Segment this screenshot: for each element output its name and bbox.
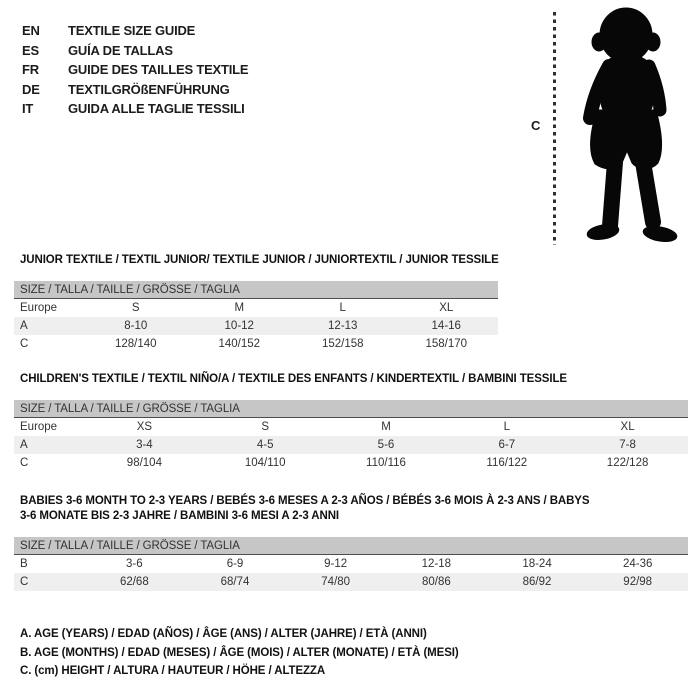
size-cell: 158/170 (425, 338, 468, 350)
size-cell: 116/122 (486, 457, 528, 469)
size-cell: 6-9 (226, 558, 244, 570)
legend-note: C. (cm) HEIGHT / ALTURA / HAUTEUR / HÖHE / ALTEZZA (20, 665, 326, 678)
table-rows (14, 555, 688, 591)
size-cell: S (261, 421, 270, 433)
language-label: GUÍA DE TALLAS (68, 42, 173, 58)
language-row (22, 80, 248, 100)
size-cell: XL (620, 421, 635, 433)
size-figure (520, 0, 700, 250)
row-label: C (20, 457, 29, 469)
size-cell: 128/140 (114, 338, 157, 350)
row-label: A (20, 320, 28, 332)
language-label: GUIDA ALLE TAGLIE TESSILI (68, 101, 245, 117)
size-cell: 68/74 (220, 576, 250, 588)
size-cell: 12-13 (328, 320, 358, 332)
row-label: A (20, 439, 28, 451)
legend-note: B. AGE (MONTHS) / EDAD (MESES) / ÂGE (MOIS) / ALTER (MONATE) / ETÀ (MESI) (20, 646, 459, 659)
size-cell: 3-6 (126, 558, 143, 570)
row-label: B (20, 558, 28, 570)
size-cell: 4-5 (256, 439, 274, 451)
row-label: Europe (20, 302, 58, 314)
table-row (14, 299, 498, 317)
size-cell: 74/80 (321, 576, 351, 588)
size-cell: L (339, 302, 346, 314)
size-cell: 3-4 (136, 439, 153, 451)
size-table (14, 400, 688, 472)
language-code: EN (22, 23, 40, 38)
language-code: IT (22, 101, 34, 117)
size-cell: 80/86 (421, 576, 451, 588)
size-cell: 140/152 (218, 338, 261, 350)
size-cell: 86/92 (522, 576, 552, 588)
size-cell: 122/128 (606, 457, 649, 469)
size-cell: 6-7 (498, 439, 516, 451)
size-cell: S (131, 302, 140, 314)
size-cell: 104/110 (244, 457, 286, 469)
row-label: C (20, 338, 29, 350)
table-title: CHILDREN'S TEXTILE / TEXTIL NIÑO/A / TEXTILE DES ENFANTS / KINDERTEXTIL / BAMBINI TESSILE (20, 373, 567, 385)
table-row (14, 573, 688, 591)
size-cell: 92/98 (623, 576, 653, 588)
table-row (14, 436, 688, 454)
size-cell: 18-24 (522, 558, 552, 570)
legend-note: A. AGE (YEARS) / EDAD (AÑOS) / ÂGE (ANS) / ALTER (JAHRE) / ETÀ (ANNI) (20, 628, 427, 640)
size-table-section (14, 494, 690, 591)
table-row (14, 418, 688, 436)
table-rows (14, 299, 498, 353)
toddler-silhouette-icon (563, 6, 699, 244)
size-cell: 5-6 (377, 439, 395, 451)
size-cell: 62/68 (119, 576, 149, 588)
language-code: ES (22, 42, 39, 58)
table-title: BABIES 3-6 MONTH TO 2-3 YEARS / BEBÉS 3-6 MESES A 2-3 AÑOS / BÉBÉS 3-6 MOIS À 2-3 ANS / BABYS 3-6 MONATE BIS 2-3 JAHRE / BAMBINI 3-6 MESI A 2-3 ANNI (20, 495, 590, 522)
size-cell: 9-12 (324, 558, 348, 570)
language-row (22, 60, 248, 80)
size-cell: 10-12 (224, 320, 254, 332)
row-label: C (20, 576, 29, 588)
size-cell: 8-10 (124, 320, 148, 332)
size-cell: 98/104 (126, 457, 162, 469)
size-cell: 14-16 (431, 320, 461, 332)
size-cell: 7-8 (619, 439, 636, 451)
size-cell: XL (439, 302, 454, 314)
table-title: JUNIOR TEXTILE / TEXTIL JUNIOR/ TEXTILE JUNIOR / JUNIORTEXTIL / JUNIOR TESSILE (20, 254, 499, 266)
size-cell: L (503, 421, 510, 433)
size-cell: 110/116 (366, 457, 406, 469)
table-rows (14, 418, 688, 472)
table-row (14, 317, 498, 335)
language-row (22, 99, 248, 119)
size-header-bar: SIZE / TALLA / TAILLE / GRÖSSE / TAGLIA (14, 281, 498, 299)
language-label: TEXTILE SIZE GUIDE (68, 23, 196, 38)
row-label: Europe (20, 421, 58, 433)
size-table (14, 281, 498, 353)
size-cell: 24-36 (622, 558, 653, 570)
table-row (14, 454, 688, 472)
height-measure-line (553, 12, 556, 245)
size-table-section (14, 253, 690, 353)
size-header-bar: SIZE / TALLA / TAILLE / GRÖSSE / TAGLIA (14, 537, 688, 555)
legend-notes (20, 625, 459, 681)
size-cell: XS (136, 421, 153, 433)
table-row (14, 555, 688, 573)
size-tables (14, 245, 690, 591)
language-list (22, 21, 248, 119)
language-code: DE (22, 81, 40, 97)
size-cell: 12-18 (421, 558, 452, 570)
language-row (22, 41, 248, 61)
size-header-bar: SIZE / TALLA / TAILLE / GRÖSSE / TAGLIA (14, 400, 688, 418)
measure-c-label: C (531, 118, 541, 133)
language-code: FR (22, 62, 39, 78)
size-table-section (14, 372, 690, 472)
size-cell: M (381, 421, 391, 433)
language-label: GUIDE DES TAILLES TEXTILE (68, 62, 249, 78)
table-row (14, 335, 498, 353)
size-table (14, 537, 688, 591)
language-row (22, 21, 248, 41)
size-cell: 152/158 (321, 338, 364, 350)
language-label: TEXTILGRÖßENFÜHRUNG (68, 81, 230, 97)
size-cell: M (234, 302, 245, 314)
